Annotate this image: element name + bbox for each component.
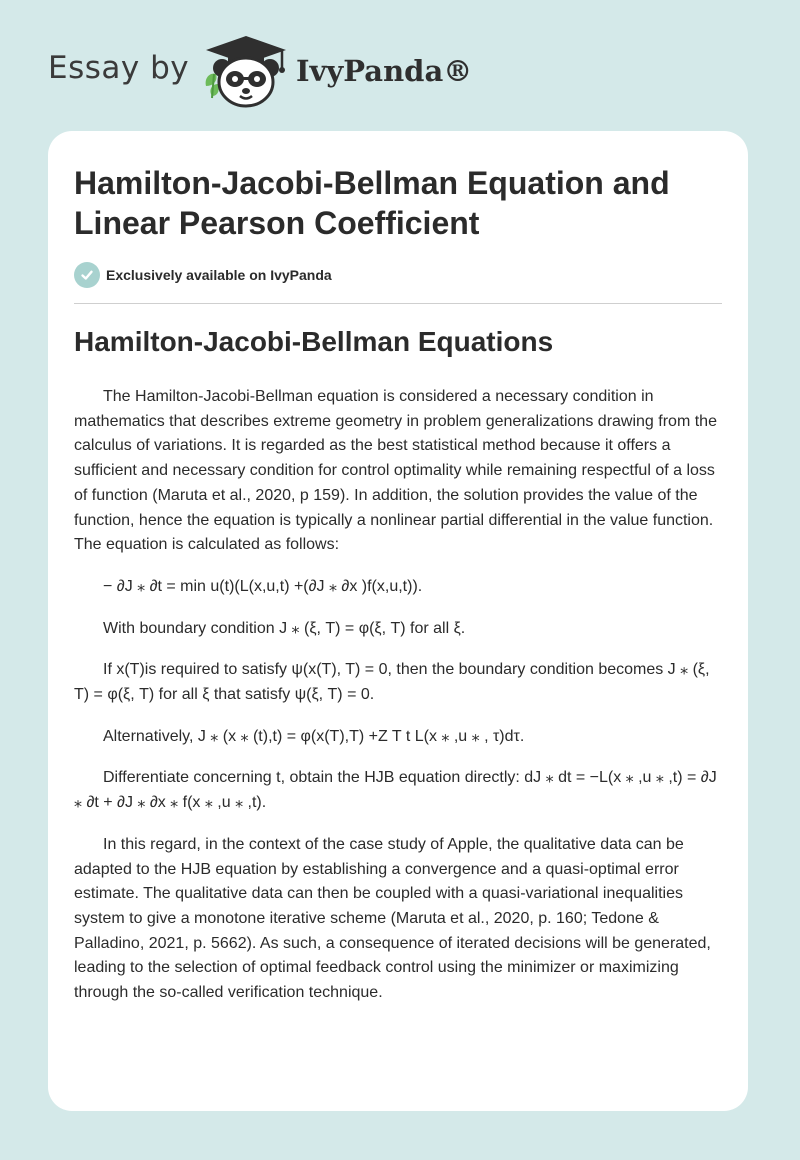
check-circle-icon xyxy=(74,262,100,288)
exclusive-badge xyxy=(74,262,332,288)
paragraph: If x(T)is required to satisfy ψ(x(T), T) = 0, then the boundary condition becomes J ⁎ (ξ, T) = φ(ξ, T) for all ξ that satisfy ψ(ξ, T) = 0. xyxy=(74,661,710,704)
section-heading: Hamilton-Jacobi-Bellman Equations xyxy=(74,326,554,357)
brand-prefix: Essay by xyxy=(48,50,190,86)
brand-name[interactable]: IvyPanda® xyxy=(296,54,473,88)
paragraph: With boundary condition J ⁎ (ξ, T) = φ(ξ, T) for all ξ. xyxy=(103,619,466,637)
article-card xyxy=(48,131,748,1111)
paragraph: The Hamilton-Jacobi-Bellman equation is considered a necessary condition in mathematics that describes extreme geometry in problem generalizations drawing from the calculus of variations. It is regarded as the best statistical method because it offers a sufficient and necessary condition for control optimality while remaining respectful of a loss of function (Maruta et al., 2020, p 159). In addition, the solution provides the value of the function, hence the equation is typically a nonlinear partial differential in the value function. The equation is calculated as follows: xyxy=(74,388,717,554)
badge-label: Exclusively available on IvyPanda xyxy=(106,267,332,283)
paragraph: − ∂J ⁎ ∂t = min u(t)(L(x,u,t) +(∂J ⁎ ∂x )f(x,u,t)). xyxy=(103,577,423,595)
paragraph: In this regard, in the context of the case study of Apple, the qualitative data can be adapted to the HJB equation by establishing a convergence and a quasi-optimal error estimate. The qualitative data can then be coupled with a quasi-variational inequalities system to give a monotone iterative scheme (Maruta et al., 2020, p. 160; Tedone & Palladino, 2021, p. 5662). As such, a consequence of iterated decisions will be generated, leading to the selection of optimal feedback control using the minimizer or maximizing through the so-called verification technique. xyxy=(74,835,711,1002)
article-body xyxy=(74,385,726,1023)
paragraph: Differentiate concerning t, obtain the HJB equation directly: dJ ⁎ dt = −L(x ⁎ ,u ⁎ ,t) = ∂J ⁎ ∂t + ∂J ⁎ ∂x ⁎ f(x ⁎ ,u ⁎ ,t). xyxy=(74,769,717,812)
panda-graduate-icon[interactable] xyxy=(198,34,294,110)
paragraph: Alternatively, J ⁎ (x ⁎ (t),t) = φ(x(T),T) +Z T t L(x ⁎ ,u ⁎ , τ)dτ. xyxy=(103,727,525,745)
page-title: Hamilton-Jacobi-Bellman Equation and Linear Pearson Coefficient xyxy=(74,165,670,241)
site-header xyxy=(0,0,800,130)
divider xyxy=(74,303,722,304)
